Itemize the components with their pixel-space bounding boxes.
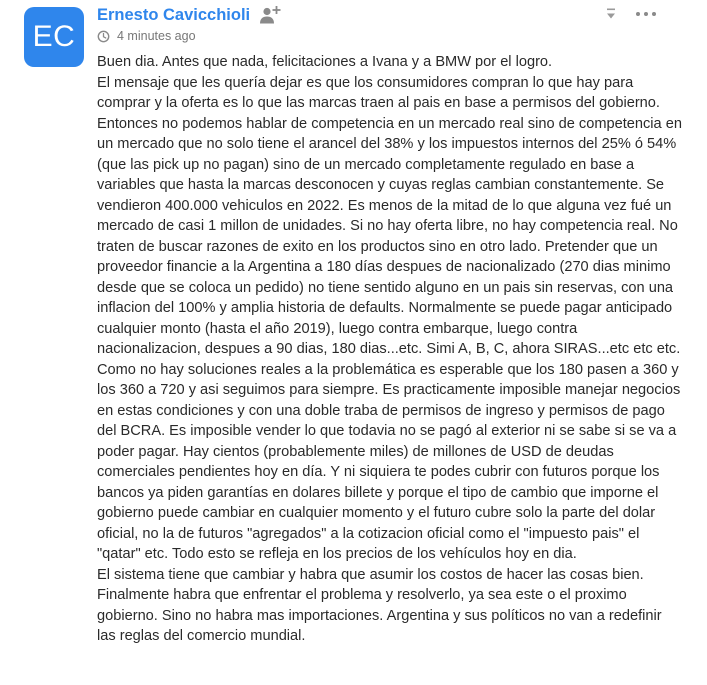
- author-name[interactable]: Ernesto Cavicchioli: [97, 6, 251, 24]
- comment-paragraph: Buen dia. Antes que nada, felicitaciones a Ivana y a BMW por el logro.: [97, 54, 553, 70]
- more-horizontal-icon[interactable]: [633, 7, 659, 21]
- clock-icon: [97, 30, 110, 43]
- chevron-down-icon[interactable]: [603, 8, 619, 20]
- add-user-icon[interactable]: [259, 5, 281, 25]
- comment-body: [97, 52, 682, 647]
- comment-paragraph: El sistema tiene que cambiar y habra que asumir los costos de hacer las cosas bien. Finalmente habra que enfrentar el problema y resolverlo, ya sea este o el proximo gobierno. Sino no habra mas importaciones. Argentina y sus políticos no van a redefinir las reglas del comercio mundial.: [97, 566, 662, 644]
- comment-paragraph: El mensaje que les quería dejar es que los consumidores compran lo que hay para comprar y la oferta es lo que las marcas traen al pais en base a permisos del gobierno. Entonces no podemos hablar de competencia en un mercado real sino de competencia en un mercado que no solo tiene el arancel del 38% y los impuestos internos del 25% ó 54% (que las pick up no pagan) sino de un mercado completamente regulado en base a variables que hasta la marcas desconocen y cuyas reglas cambian constantemente. Se vendieron 400.000 vehiculos en 2022. Es menos de la mitad de lo que alguna vez fué un mercado de casi 1 millon de unidades. Si no hay oferta libre, no hay competencia real. No traten de buscar razones de exito en los productos sino en otro lado. Pretender que un proveedor financie a la Argentina a 180 días despues de nacionalizado (270 dias minimo desde que se coloca un pedido) no tiene sentido alguno en un pais sin reservas, con una inflacion del 100% y amplia historia de defaults. Normalmente se puede pagar anticipado cualquier monto (hasta el año 2019), luego contra embarque, luego contra nacionalizacion, despues a 90 dias, 180 dias...etc. Simi A, B, C, ahora SIRAS...etc etc etc. Como no hay soluciones reales a la problemática es esperable que los 180 pasen a 360 y los 360 a 720 y asi seguimos para siempre. Es practicamente imposible manejar negocios en estas condiciones y con una doble traba de permisos de ingreso y permisos de pago del BCRA. Es imposible vender lo que todavia no se pagó al exterior ni se sabe si se va a poder pagar. Hay cientos (probablemente miles) de millones de USD de deudas comerciales pendientes hoy en día. Y ni siquiera te podes cubrir con futuros porque los bancos ya piden garantías en dolares billete y porque el tipo de cambio que imporne el gobierno puede cambiar en cualquier momento y el futuro cubre solo la parte del dolar oficial, no la de futuros "agregados" a la cotizacion oficial como el "impuesto pais" el "qatar" etc. Todo esto se refleja en los precios de los vehículos hoy en dia.: [97, 74, 682, 562]
- avatar[interactable]: EC: [24, 7, 84, 67]
- comment-meta: [97, 27, 196, 45]
- timestamp[interactable]: 4 minutes ago: [117, 29, 196, 43]
